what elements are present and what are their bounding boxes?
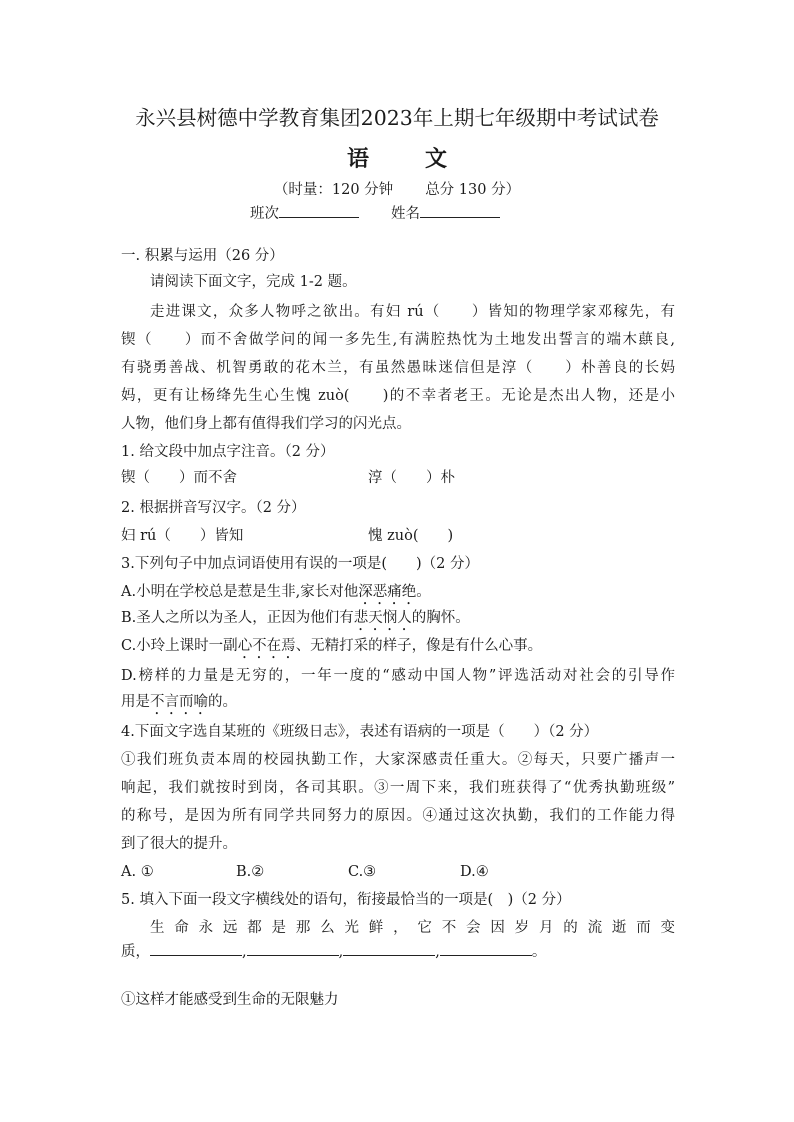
student-info xyxy=(250,202,500,224)
question-3-option-d-cont: 用是不言而喻的。 xyxy=(121,694,237,710)
subject-heading xyxy=(0,144,794,174)
exam-meta xyxy=(0,180,794,200)
question-5-stem: 5. 填入下面一段文字横线处的语句，衔接最恰当的一项是( )（2 分） xyxy=(121,892,571,908)
question-5-text: 生命永远都是那么光鲜，它不会因岁月的流逝而变 xyxy=(150,920,675,936)
class-label: 班次 xyxy=(250,206,279,222)
question-4-option-c: C.③ xyxy=(348,864,377,880)
question-3-option-d: D.榜样的力量是无穷的，一年一度的“感动中国人物”评选活动对社会的引导作 xyxy=(121,668,675,684)
dotted-phrase: 深恶痛绝 xyxy=(358,584,417,600)
time-info: （时量：120 分钟 xyxy=(273,182,394,198)
question-4-text: 的称号，是因为所有同学共同努力的原因。④通过这次执勤，我们的工作能力得 xyxy=(121,808,675,824)
section-heading: 一. 积累与运用（26 分） xyxy=(121,248,284,264)
question-4-text: 到了很大的提升。 xyxy=(121,836,237,852)
question-2-item-b: 愧 zuò( ) xyxy=(368,528,454,544)
dotted-phrase: 不言而喻 xyxy=(150,694,208,710)
question-1-item-a: 锲（ ）而不舍 xyxy=(121,470,237,486)
question-4-option-b: B.② xyxy=(236,864,265,880)
question-5-text-cont: 质， , , , 。 xyxy=(121,940,546,962)
question-4-option-a: A. ① xyxy=(121,864,154,880)
question-3-stem: 3.下列句子中加点词语使用有误的一项是( )（2 分） xyxy=(121,556,479,572)
exam-title: 永兴县树德中学教育集团2023年上期七年级期中考试试卷 xyxy=(135,106,659,130)
question-5-option-1: ①这样才能感受到生命的无限魅力 xyxy=(121,992,339,1008)
subject-char-2: 文 xyxy=(425,146,448,172)
passage-line: 走进课文，众多人物呼之欲出。有妇 rú（ ）皆知的物理学家邓稼先，有 xyxy=(150,304,675,320)
passage-line: 锲（ ）而不舍做学问的闻一多先生,有满腔热忱为土地发出誓言的端木蕻良, xyxy=(121,332,675,348)
name-blank[interactable] xyxy=(420,202,500,218)
question-4-text: 响起，我们就按时到岗，各司其职。③一周下来，我们班获得了“优秀执勤班级” xyxy=(121,780,675,796)
question-4-text: ①我们班负责本周的校园执勤工作，大家深感责任重大。②每天，只要广播声一 xyxy=(121,752,675,768)
fill-blank-1[interactable] xyxy=(150,940,242,956)
question-1-item-b: 淳（ ）朴 xyxy=(368,470,455,486)
fill-blank-2[interactable] xyxy=(247,940,339,956)
name-label: 姓名 xyxy=(391,206,420,222)
passage-line: 人物，他们身上都有值得我们学习的闪光点。 xyxy=(121,416,411,432)
question-4-stem: 4.下面文字选自某班的《班级日志》，表述有语病的一项是（ ）（2 分） xyxy=(121,724,599,740)
question-2-stem: 2. 根据拼音写汉字。（2 分） xyxy=(121,500,306,516)
fill-blank-4[interactable] xyxy=(440,940,532,956)
question-4-option-d: D.④ xyxy=(460,864,489,880)
total-info: 总分 130 分） xyxy=(425,182,521,198)
class-blank[interactable] xyxy=(279,202,359,218)
question-3-option-c: C.小玲上课时一副心不在焉、无精打采的样子，像是有什么心事。 xyxy=(121,638,543,654)
dotted-phrase: 心不在焉 xyxy=(237,638,296,654)
question-2-item-a: 妇 rú（ ）皆知 xyxy=(121,528,244,544)
subject-char-1: 语 xyxy=(346,146,369,172)
dotted-phrase: 悲天悯人 xyxy=(353,610,412,626)
passage-line: 有骁勇善战、机智勇敢的花木兰，有虽然愚昧迷信但是淳（ ）朴善良的长妈 xyxy=(121,360,675,376)
instruction: 请阅读下面文字，完成 1-2 题。 xyxy=(150,274,357,290)
question-3-option-a: A.小明在学校总是惹是生非,家长对他深恶痛绝。 xyxy=(121,584,431,600)
fill-blank-3[interactable] xyxy=(343,940,435,956)
question-1-stem: 1. 给文段中加点字注音。（2 分） xyxy=(121,444,335,460)
question-3-option-b: B.圣人之所以为圣人，正因为他们有悲天悯人的胸怀。 xyxy=(121,610,470,626)
passage-line: 妈，更有让杨绛先生心生愧 zuò( )的不幸者老王。无论是杰出人物，还是小 xyxy=(121,388,675,404)
